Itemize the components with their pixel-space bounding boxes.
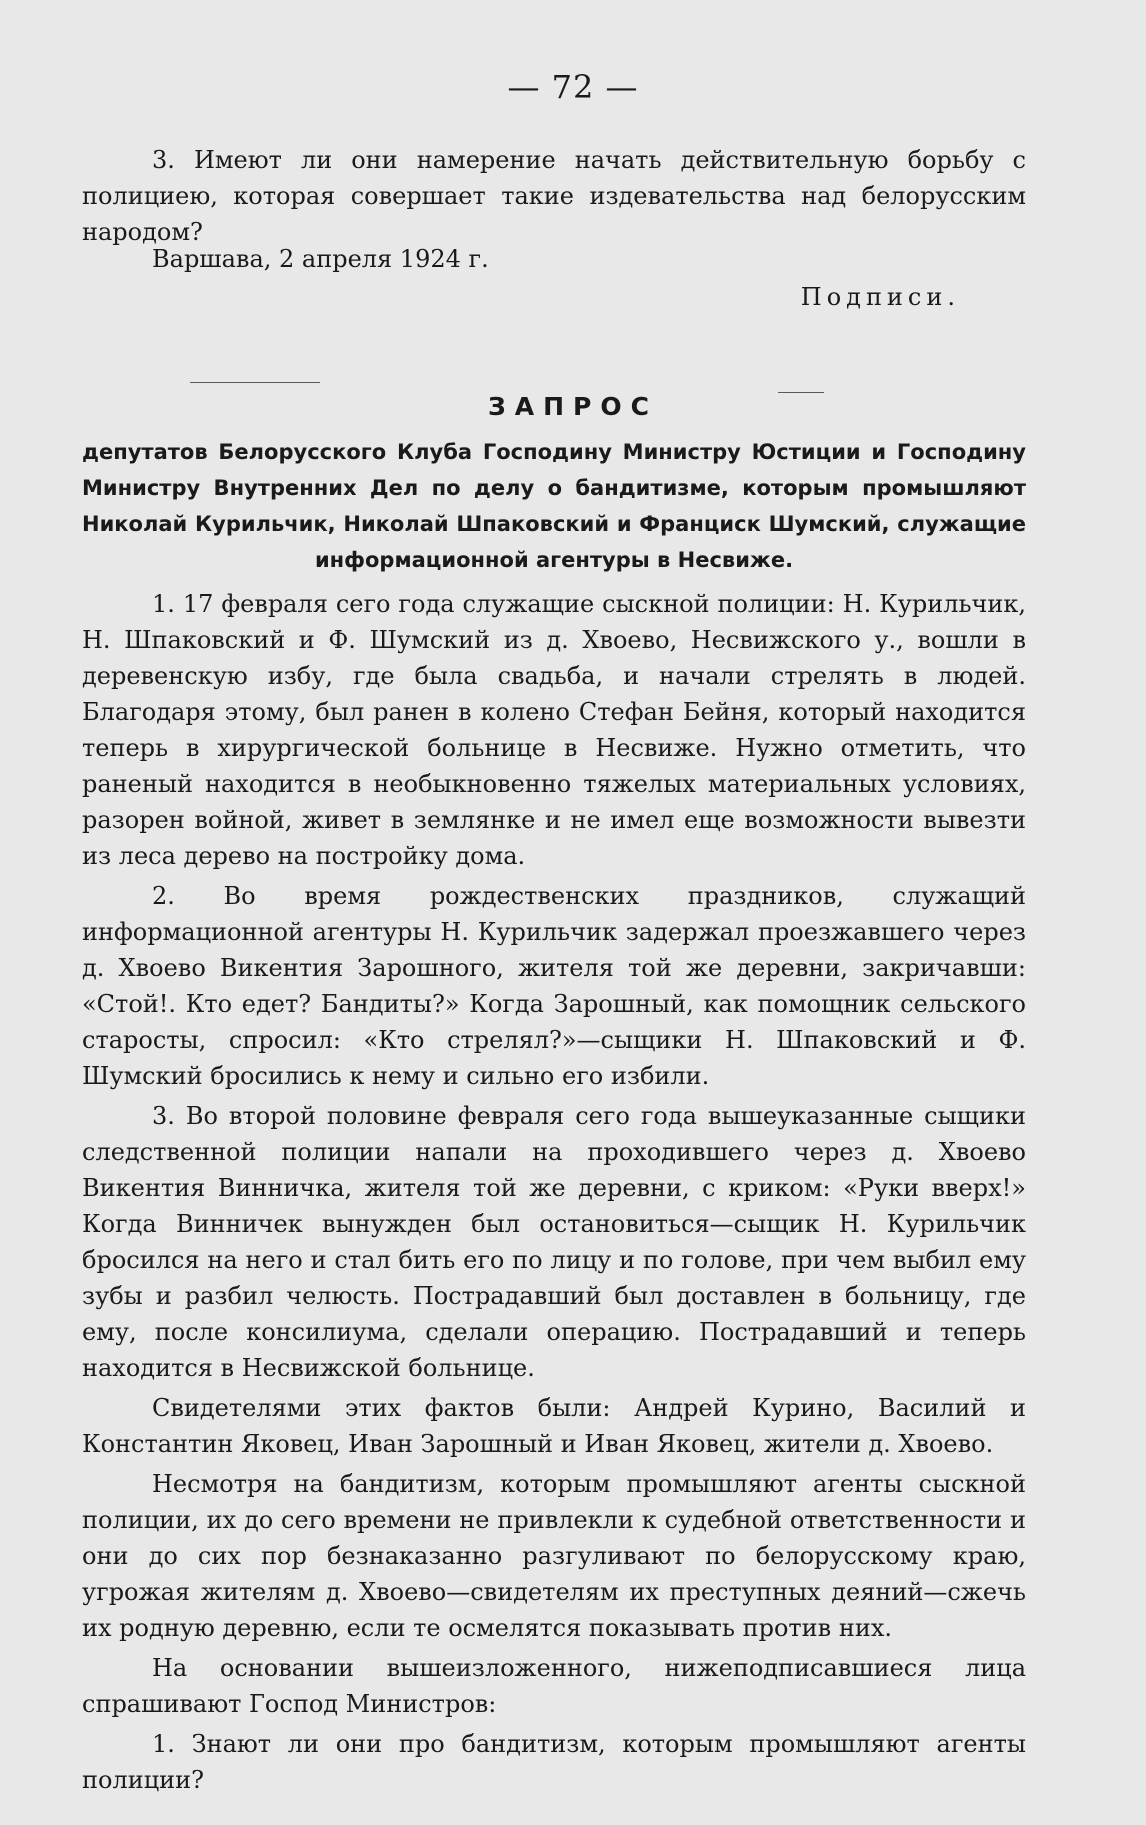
document-body: [82, 586, 1026, 1802]
signatures-label: Подписи.: [800, 283, 960, 311]
intro-question-block: [82, 142, 1026, 250]
intro-question: 3. Имеют ли они намерение начать действительную борьбу с полициею, которая совершает такие издевательства над белорусским народом?: [82, 146, 1026, 246]
body-paragraph: 2. Во время рождественских праздников, служащий информационной агентуры Н. Курильчик задержал проезжавшего через д. Хвоево Викентия Зарошного, жителя той же деревни, закричавши: «Стой!. Кто едет? Бандиты?» Когда Зарошный, как помощник сельского старосты, спросил: «Кто стрелял?»—сыщики Н. Шпаковский и Ф. Шумский бросились к нему и сильно его избили.: [82, 882, 1026, 1090]
body-paragraph: Свидетелями этих фактов были: Андрей Курино, Василий и Константин Яковец, Иван Зарошный и Иван Яковец, жители д. Хвоево.: [82, 1394, 1026, 1458]
body-paragraph: На основании вышеизложенного, нижеподписавшиеся лица спрашивают Господ Министров:: [82, 1654, 1026, 1718]
body-paragraph: 3. Во второй половине февраля сего года вышеуказанные сыщики следственной полиции напали на проходившего через д. Хвоево Викентия Винничка, жителя той же деревни, с криком: «Руки вверх!» Когда Винничек вынужден был остановиться—сыщик Н. Курильчик бросился на него и стал бить его по лицу и по голове, при чем выбил ему зубы и разбил челюсть. Пострадавший был доставлен в больницу, где ему, после консилиума, сделали операцию. Пострадавший и теперь находится в Несвижской больнице.: [82, 1102, 1026, 1382]
page-number: — 72 —: [507, 68, 639, 106]
place-date: Варшава, 2 апреля 1924 г.: [152, 245, 489, 273]
document-title: ЗАПРОС: [488, 392, 658, 421]
body-paragraph: 1. 17 февраля сего года служащие сыскной полиции: Н. Курильчик, Н. Шпаковский и Ф. Шумский из д. Хвоево, Несвижского у., вошли в деревенскую избу, где была свадьба, и начали стрелять в людей. Благодаря этому, был ранен в колено Стефан Бейня, который находится теперь в хирургической больнице в Несвиже. Нужно отметить, что раненый находится в необыкновенно тяжелых материальных условиях, разорен войной, живет в землянке и не имел еще возможности вывезти из леса дерево на постройку дома.: [82, 590, 1026, 870]
body-paragraph: 1. Знают ли они про бандитизм, которым промышляют агенты полиции?: [82, 1730, 1026, 1794]
body-paragraph: Несмотря на бандитизм, которым промышляют агенты сыскной полиции, их до сего времени не привлекли к судебной ответственности и они до сих пор безнаказанно разгуливают по белорусскому краю, угрожая жителям д. Хвоево—свидетелям их преступных деяний—сжечь их родную деревню, если те осмелятся показывать против них.: [82, 1470, 1026, 1642]
separator-rule-left: [190, 382, 320, 383]
document-subtitle: депутатов Белорусского Клуба Господину Министру Юстиции и Господину Министру Внутренних Дел по делу о бандитизме, которым промышляют Николай Курильчик, Николай Шпаковский и Франциск Шумский, служащие информационной агентуры в Несвиже.: [82, 440, 1026, 572]
